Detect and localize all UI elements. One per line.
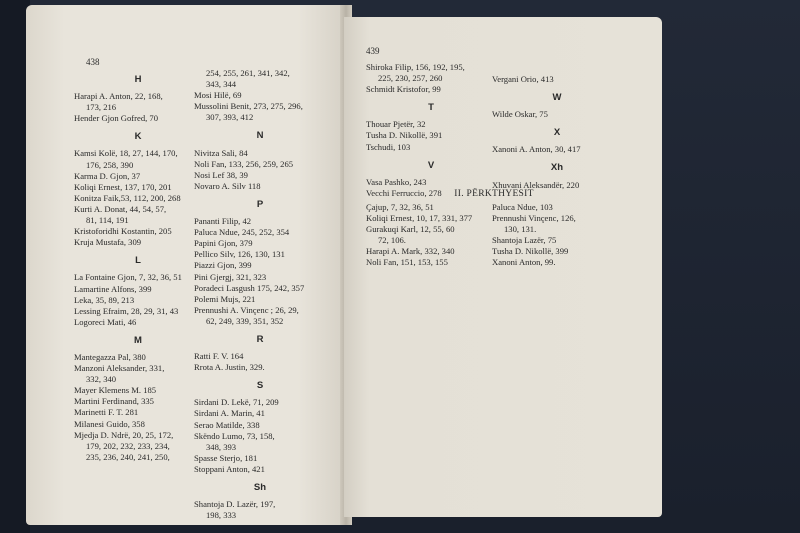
- index-letter-heading: L: [135, 255, 141, 267]
- index-entry: Lessing Efraim, 28, 29, 31, 43: [74, 305, 179, 316]
- index-entry: Wilde Oskar, 75: [492, 109, 548, 120]
- index-entry: Paluca Ndue, 245, 252, 354: [194, 227, 290, 238]
- index-entry: Shiroka Filip, 156, 192, 195,: [366, 62, 465, 72]
- index-entry: Kamsi Kolë, 18, 27, 144, 170,: [74, 148, 178, 159]
- index-entry-continuation: 72, 106.: [378, 235, 406, 246]
- index-entry-continuation: 173, 216: [86, 102, 117, 113]
- index-entry: Serao Matilde, 338: [194, 419, 260, 430]
- index-entry-continuation: 62, 249, 339, 351, 352: [206, 315, 284, 326]
- open-book: [26, 5, 666, 525]
- index-entry: Mayer Klemens M. 185: [74, 385, 157, 396]
- index-entry: Sirdani D. Lekë, 71, 209: [194, 397, 279, 408]
- index-entry: Çajup, 7, 32, 36, 51: [366, 202, 434, 212]
- index-entry: Tusha D. Nikollë, 399: [492, 246, 569, 257]
- index-entry: La Fontaine Gjon, 7, 32, 36, 51: [74, 272, 182, 283]
- index-entry: Spasse Sterjo, 181: [194, 452, 258, 463]
- index-column-2: [194, 68, 326, 521]
- index-entry: Schmidt Kristofor, 99: [366, 84, 441, 95]
- index-entry: Noli Fan, 151, 153, 155: [366, 257, 448, 268]
- index-column-3: [366, 62, 496, 199]
- page-number-right: 439: [366, 46, 380, 56]
- index-entry: Marinetti F. T. 281: [74, 407, 139, 418]
- index-entry: Kurti A. Donat, 44, 54, 57,: [74, 203, 167, 214]
- index-entry-continuation: 254, 255, 261, 341, 342,: [206, 68, 290, 78]
- index-entry-continuation: 235, 236, 240, 241, 250,: [86, 451, 170, 462]
- index-letter-heading: Xh: [550, 162, 564, 174]
- index-entry-continuation: 198, 333: [206, 510, 237, 521]
- index-entry: Noli Fan, 133, 256, 259, 265: [194, 158, 294, 169]
- index-entry: Harapi A. Anton, 22, 168,: [74, 91, 163, 102]
- index-entry: Manzoni Aleksander, 331,: [74, 363, 165, 374]
- index-entry: Piazzi Gjon, 399: [194, 260, 252, 271]
- index-entry: Novaro A. Silv 118: [194, 180, 261, 191]
- index-entry: Pini Gjergj, 321, 323: [194, 271, 267, 282]
- index-entry: Mjedja D. Ndrë, 20, 25, 172,: [74, 429, 174, 440]
- index-entry: Sirdani A. Marin, 41: [194, 408, 265, 419]
- index-entry: Ratti F. V. 164: [194, 351, 244, 362]
- left-page: [26, 5, 346, 525]
- index-entry: Paluca Ndue, 103: [492, 202, 553, 212]
- index-entry: Shantoja Lazër, 75: [492, 235, 557, 246]
- index-entry: Xanoni Anton, 99.: [492, 257, 556, 268]
- index-entry: Kruja Mustafa, 309: [74, 237, 142, 248]
- index-entry: Poradeci Lasgush 175, 242, 357: [194, 282, 305, 293]
- index-entry: Gurakuqi Karl, 12, 55, 60: [366, 224, 455, 235]
- index-entry: Stoppani Anton, 421: [194, 463, 265, 474]
- index-letter-heading: X: [553, 127, 561, 139]
- index-letter-heading: K: [134, 131, 142, 143]
- right-page: [344, 17, 662, 517]
- index-entry-continuation: 225, 230, 257, 260: [378, 73, 443, 84]
- index-entry: Pellico Silv, 126, 130, 131: [194, 249, 285, 260]
- index-entry: Vergani Orio, 413: [492, 74, 554, 84]
- index-entry: Vasa Pashko, 243: [366, 176, 427, 187]
- index-entry: Polemi Mujs, 221: [194, 293, 256, 304]
- index-entry-continuation: 348, 393: [206, 441, 237, 452]
- index-entry: Rrota A. Justin, 329.: [194, 362, 265, 373]
- index-entry: Harapi A. Mark, 332, 340: [366, 246, 455, 257]
- index-entry: Tschudi, 103: [366, 141, 411, 152]
- index-entry: Prennushi A. Vinçenc ; 26, 29,: [194, 304, 299, 315]
- index-entry: Tusha D. Nikollë, 391: [366, 130, 443, 141]
- index-entry: Nosi Lef 38, 39: [194, 169, 248, 180]
- index-letter-heading: R: [256, 333, 264, 345]
- index-letter-heading: N: [256, 130, 264, 142]
- index-letter-heading: V: [427, 159, 435, 171]
- index-column-1: [74, 67, 202, 463]
- index-letter-heading: M: [134, 334, 142, 346]
- index-letter-heading: H: [134, 74, 142, 85]
- page-number-left: 438: [86, 57, 100, 67]
- index-entry-continuation: 179, 202, 232, 233, 234,: [86, 440, 170, 451]
- index-letter-heading: Sh: [253, 482, 267, 493]
- index-entry: Kristoforidhi Kostantin, 205: [74, 226, 172, 237]
- index-entry: Lamartine Alfons, 399: [74, 283, 152, 294]
- index-entry: Papini Gjon, 379: [194, 238, 253, 249]
- index-entry: Milanesi Guido, 358: [74, 418, 145, 429]
- index-letter-heading: W: [552, 92, 562, 104]
- index-column-4: [492, 74, 622, 191]
- index-entry: Mosi Hilë, 69: [194, 90, 242, 101]
- index-entry: Prennushi Vinçenc, 126,: [492, 213, 576, 224]
- index-entry: Mussolini Benit, 273, 275, 296,: [194, 101, 303, 112]
- index-entry-continuation: 81, 114, 191: [86, 215, 129, 226]
- index-letter-heading: P: [256, 198, 264, 210]
- index-entry: Nivitza Sali, 84: [194, 147, 248, 158]
- index-letter-heading: S: [256, 380, 264, 392]
- index-entry: Koliqi Ernest, 10, 17, 331, 377: [366, 213, 473, 224]
- index-entry: Karma D. Gjon, 37: [74, 170, 141, 181]
- index-entry: Thouar Pjetër, 32: [366, 119, 426, 130]
- index-entry-continuation: 176, 258, 390: [86, 159, 134, 170]
- translators-column-1: [366, 202, 496, 269]
- index-entry: Logoreci Mati, 46: [74, 316, 137, 327]
- section-title: II. PËRKTHYESIT: [454, 189, 534, 199]
- index-entry: Xanoni A. Anton, 30, 417: [492, 144, 581, 155]
- index-entry: Konitza Faik,53, 112, 200, 268: [74, 192, 181, 203]
- index-letter-heading: T: [428, 102, 434, 114]
- index-entry: Skëndo Lumo, 73, 158,: [194, 430, 275, 441]
- index-entry: Xhuvani Aleksandër, 220: [492, 179, 580, 190]
- index-entry: Pananti Filip, 42: [194, 216, 252, 227]
- index-entry: Koliqi Ernest, 137, 170, 201: [74, 181, 172, 192]
- index-entry: Vecchi Ferruccio, 278: [366, 187, 442, 198]
- index-entry: Mantegazza Pal, 380: [74, 351, 146, 362]
- index-entry-continuation: 332, 340: [86, 374, 117, 385]
- index-entry: Hender Gjon Gofred, 70: [74, 113, 159, 124]
- index-entry-continuation: 307, 393, 412: [206, 112, 254, 123]
- index-entry: Leka, 35, 89, 213: [74, 294, 135, 305]
- translators-column-2: [492, 202, 622, 269]
- index-entry-continuation: 343, 344: [206, 79, 237, 90]
- index-entry-continuation: 130, 131.: [504, 224, 537, 235]
- index-entry: Martini Ferdinand, 335: [74, 396, 154, 407]
- index-entry: Shantoja D. Lazër, 197,: [194, 499, 276, 510]
